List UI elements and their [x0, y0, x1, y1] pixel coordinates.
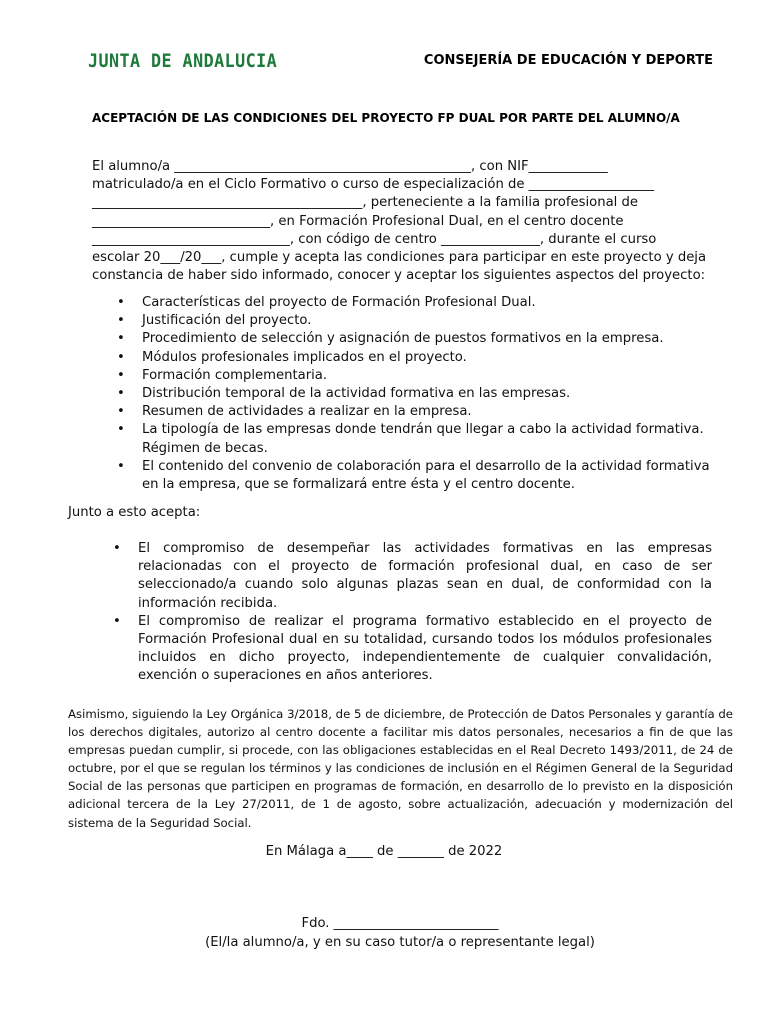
list-item: • Características del proyecto de Formación Profesional Dual. [92, 294, 722, 312]
intro-line: El alumno/a _____________________________________________, con NIF____________ [92, 159, 608, 174]
list-item: • El contenido del convenio de colaboración para el desarrollo de la actividad formativa en la empresa, que se formalizará entre ésta y el centro docente. [92, 458, 722, 494]
intro-line: ______________________________, con código de centro _______________, durante el curso [92, 231, 657, 247]
list-item: • Resumen de actividades a realizar en la empresa. [92, 403, 722, 421]
list-item: • Módulos profesionales implicados en el proyecto. [92, 349, 722, 367]
intro-line: constancia de haber sido informado, conocer y aceptar los siguientes aspectos del proyecto: [92, 268, 706, 284]
list-item: • La tipología de las empresas donde tendrán que llegar a cabo la actividad formativa. Régimen de becas. [92, 421, 722, 457]
place-date-line: En Málaga a____ de _______ de 2022 [265, 844, 503, 859]
list-item: • El compromiso de realizar el programa formativo establecido en el proyecto de Formación Profesional dual en su totalidad, cursando todos los módulos profesionales incluidos en dicho proyecto, independientemente de cualquier convalidación, exención o superaciones en años anteriores. [92, 613, 712, 686]
junta-de-andalucia-logo: JUNTA DE ANDALUCIA [88, 50, 278, 72]
list-item: • Formación complementaria. [92, 367, 722, 385]
document-title: ACEPTACIÓN DE LAS CONDICIONES DEL PROYECTO FP DUAL POR PARTE DEL ALUMNO/A [92, 111, 680, 125]
list-item: • Procedimiento de selección y asignación de puestos formativos en la empresa. [92, 330, 722, 348]
intro-line: matriculado/a en el Ciclo Formativo o curso de especialización de ___________________ [92, 177, 654, 193]
list-item: • Distribución temporal de la actividad formativa en las empresas. [92, 385, 722, 403]
intro-line: escolar 20___/20___, cumple y acepta las condiciones para participar en este proyecto y deja [92, 250, 707, 266]
signature-line: Fdo. _________________________ [301, 916, 499, 931]
department-heading: CONSEJERÍA DE EDUCACIÓN Y DEPORTE [423, 53, 713, 68]
junto-label: Junto a esto acepta: [68, 505, 201, 520]
data-protection-paragraph: Asimismo, siguiendo la Ley Orgánica 3/2018, de 5 de diciembre, de Protección de Datos Personales y garantía de los derechos digitales, autorizo al centro docente a facilitar mis datos personales, necesarios a fin de que las empresas puedan cumplir, si procede, con las obligaciones establecidas en el Real Decreto 1493/2011, de 24 de octubre, por el que se regulan los términos y las condiciones de inclusión en el Régimen General de la Seguridad Social de las personas que participen en programas de formación, en desarrollo de lo previsto en la disposición adicional tercera de la Ley 27/2011, de 1 de agosto, sobre actualización, adecuación y modernización del sistema de la Seguridad Social. [68, 707, 733, 830]
intro-line: _________________________________________, perteneciente a la familia profesional de [92, 195, 639, 211]
commitments-list [92, 540, 712, 686]
intro-paragraph [92, 158, 722, 285]
signature-note: (El/la alumno/a, y en su caso tutor/a o representante legal) [205, 935, 595, 950]
project-aspects-list [92, 294, 722, 494]
list-item: • Justificación del proyecto. [92, 312, 722, 330]
list-item: • El compromiso de desempeñar las actividades formativas en las empresas relacionadas con el proyecto de formación profesional dual, en caso de ser seleccionado/a cuando solo algunas plazas sean en dual, de conformidad con la información recibida. [92, 540, 712, 613]
intro-line: ___________________________, en Formación Profesional Dual, en el centro docente [92, 213, 624, 229]
